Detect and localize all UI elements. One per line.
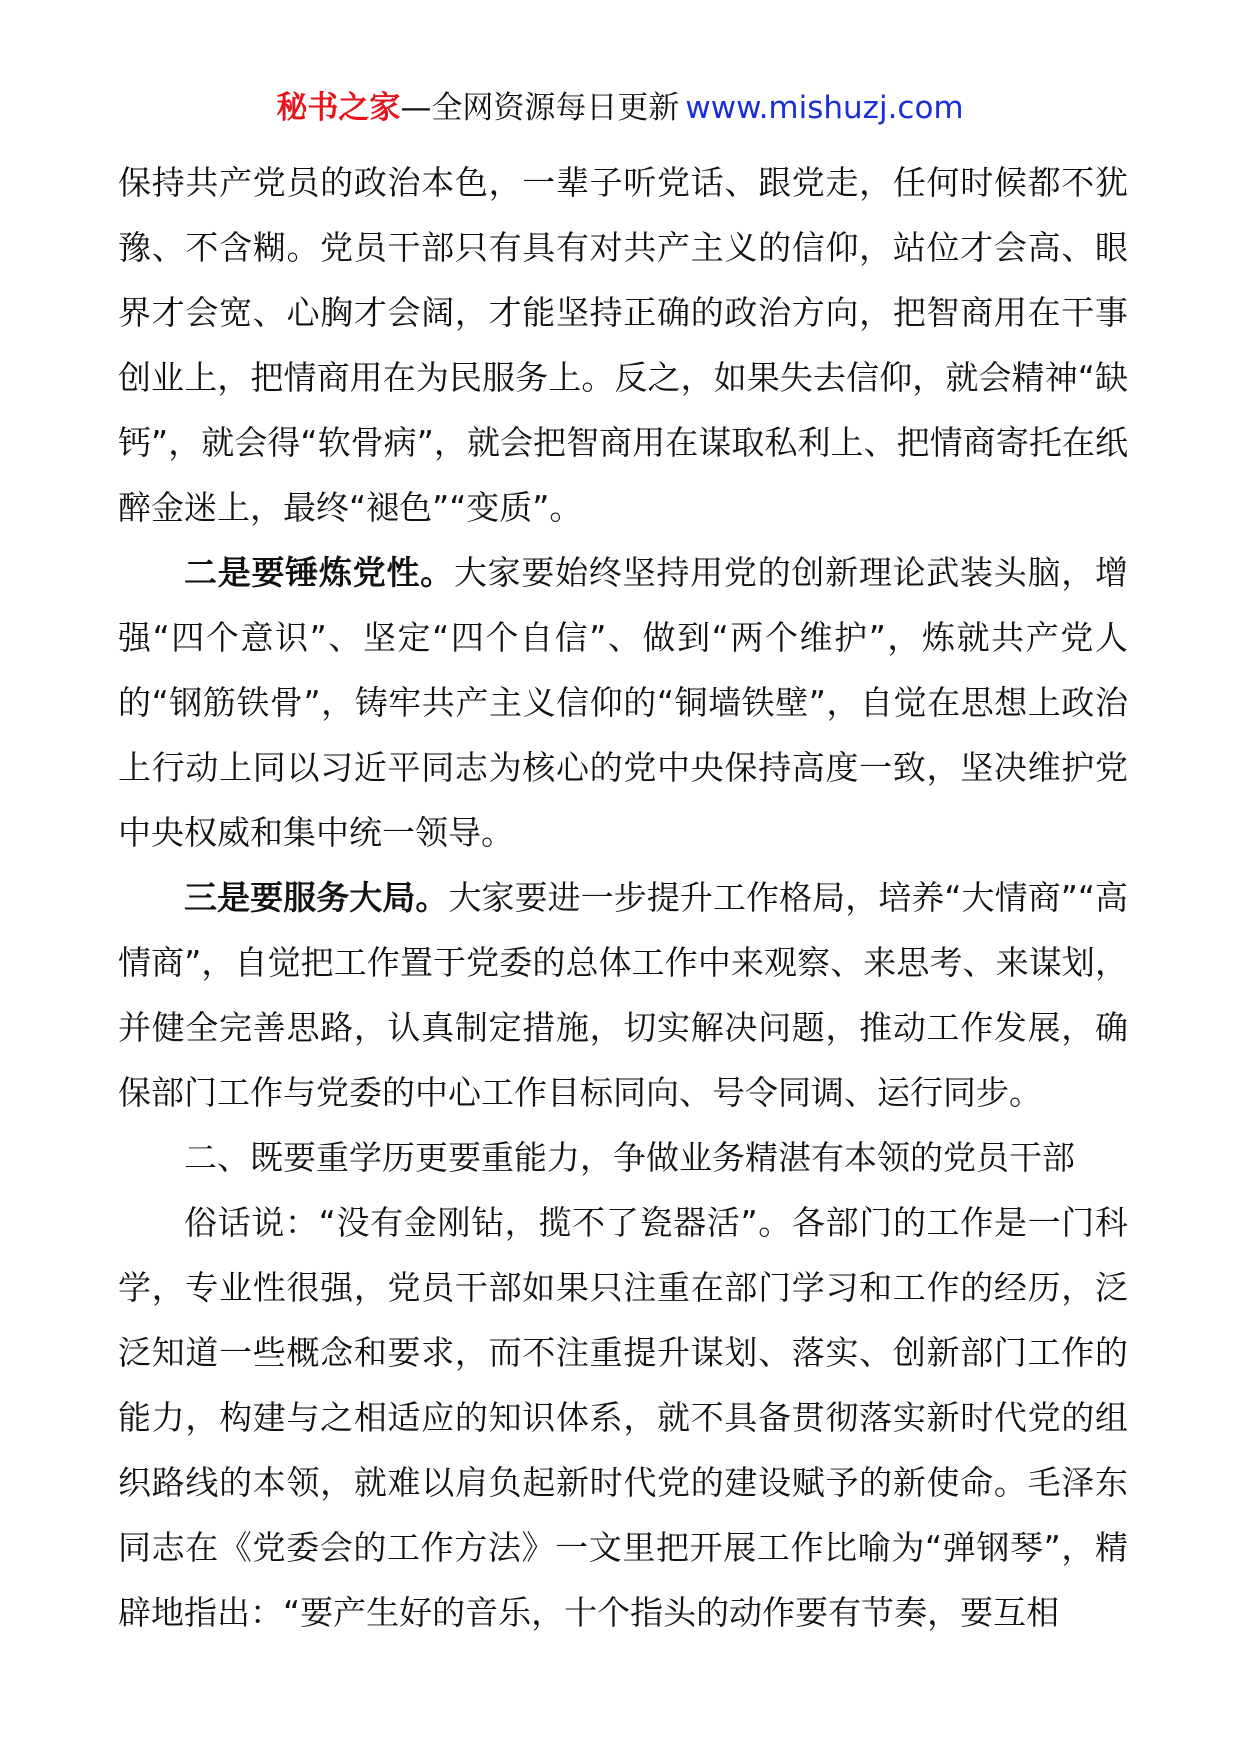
paragraph-text: 保持共产党员的政治本色，一辈子听党话、跟党走，任何时候都不犹豫、不含糊。党员干部只有具有对共产主义的信仰，站位才会高、眼界才会宽、心胸才会阔，才能坚持正确的政治方向，把智商用在干事创业上，把情商用在为民服务上。反之，如果失去信仰，就会精神“缺钙”，就会得“软骨病”，就会把智商用在谋取私利上、把情商寄托在纸醉金迷上，最终“褪色”“变质”。 bbox=[118, 163, 1128, 527]
section-heading-text: 二、既要重学历更要重能力，争做业务精湛有本领的党员干部 bbox=[184, 1138, 1075, 1177]
site-header bbox=[0, 88, 1240, 128]
paragraph-tempering-party-spirit bbox=[118, 540, 1128, 865]
paragraph-text: 俗话说：“没有金刚钻，揽不了瓷器活”。各部门的工作是一门科学，专业性很强，党员干部如果只注重在部门学习和工作的经历，泛泛知道一些概念和要求，而不注重提升谋划、落实、创新部门工作的能力，构建与之相适应的知识体系，就不具备贯彻落实新时代党的组织路线的本领，就难以肩负起新时代党的建设赋予的新使命。毛泽东同志在《党委会的工作方法》一文里把开展工作比喻为“弹钢琴”，精辟地指出：“要产生好的音乐，十个指头的动作要有节奏，要互相 bbox=[118, 1203, 1128, 1632]
site-brand: 秘书之家 bbox=[276, 90, 401, 126]
site-url-link[interactable]: www.mishuzj.com bbox=[685, 90, 964, 126]
paragraph-continuation bbox=[118, 150, 1128, 540]
section-heading bbox=[118, 1125, 1128, 1190]
paragraph-text: 大家要进一步提升工作格局，培养“大情商”“高情商”，自觉把工作置于党委的总体工作中来观察、来思考、来谋划，并健全完善思路，认真制定措施，切实解决问题，推动工作发展，确保部门工作与党委的中心工作目标同向、号令同调、运行同步。 bbox=[118, 878, 1129, 1112]
paragraph-text: 大家要始终坚持用党的创新理论武装头脑，增强“四个意识”、坚定“四个自信”、做到“两个维护”，炼就共产党人的“钢筋铁骨”，铸牢共产主义信仰的“铜墙铁壁”，自觉在思想上政治上行动上同以习近平同志为核心的党中央保持高度一致，坚决维护党中央权威和集中统一领导。 bbox=[118, 553, 1129, 852]
document-body bbox=[118, 150, 1128, 1645]
paragraph-lead: 二是要锤炼党性。 bbox=[184, 553, 454, 592]
paragraph-serving-overall-situation bbox=[118, 865, 1128, 1125]
site-slogan: —全网资源每日更新 bbox=[400, 90, 680, 126]
paragraph-lead: 三是要服务大局。 bbox=[184, 878, 449, 917]
paragraph-ability bbox=[118, 1190, 1128, 1645]
